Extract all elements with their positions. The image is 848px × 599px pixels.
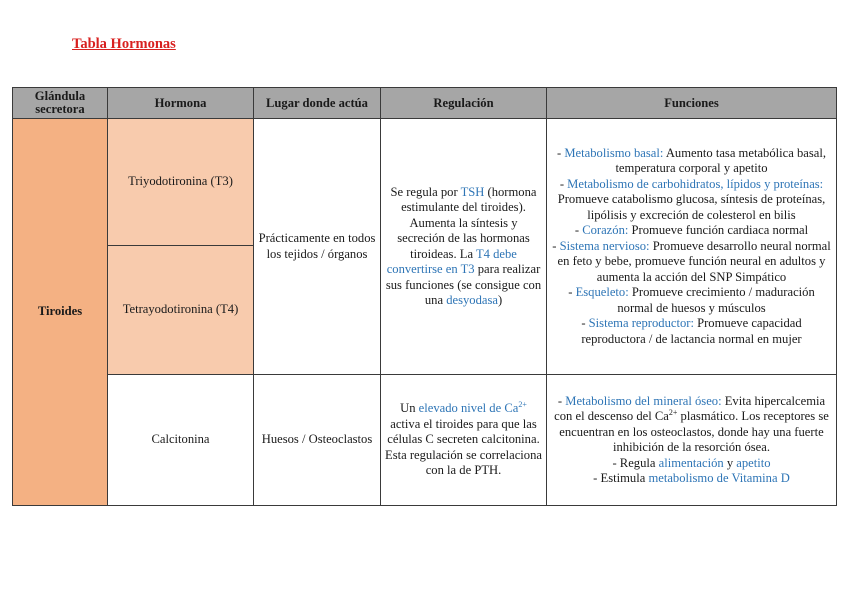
hormone-t4: Tetrayodotironina (T4) (108, 246, 254, 375)
function-text: - Regula (612, 455, 659, 470)
hormones-table (12, 87, 837, 506)
function-text: Aumento tasa metabólica basal, temperatura corporal y apetito (615, 145, 826, 176)
site-calcitonin: Huesos / Osteoclastos (254, 375, 381, 506)
table-row-t3 (13, 119, 837, 246)
reg-text-1: Se regula por (390, 184, 461, 199)
function-link[interactable]: Esqueleto: (575, 285, 629, 300)
function-text: Promueve capacidad reproductora / de lactancia normal en mujer (581, 316, 802, 346)
vitamin-d-link[interactable]: metabolismo de Vitamina D (648, 471, 790, 485)
function-text: Promueve catabolismo glucosa, síntesis de proteínas, lipólisis y excreción de colesterol en bilis (557, 192, 826, 222)
function-text: Promueve crecimiento / maduración normal de huesos y músculos (617, 285, 815, 315)
hormone-t3: Triyodotironina (T3) (108, 119, 254, 246)
reg-text-3: para realizar sus funciones (se consigue con una (385, 262, 542, 307)
function-text: Promueve desarrollo neural normal en feto y bebe, promueve función neural en adultos y aumenta la acción del SNP Simpático (557, 238, 831, 284)
reg-text: Un (400, 401, 419, 416)
header-hormone: Hormona (108, 88, 254, 119)
regulation-thyroid (381, 119, 547, 375)
function-link[interactable]: Sistema reproductor: (588, 316, 694, 331)
header-site: Lugar donde actúa (254, 88, 381, 119)
reg-text: activa el tiroides para que las células C secreten calcitonina. Esta regulación se correlaciona con la de PTH. (385, 416, 542, 478)
calcium-level-link[interactable] (419, 401, 527, 415)
alimentacion-link[interactable]: alimentación (658, 455, 724, 470)
tsh-link[interactable]: TSH (460, 184, 485, 199)
table-row-calcitonin (13, 375, 837, 506)
function-text: - Estimula (593, 471, 649, 485)
function-item (549, 471, 834, 487)
function-item: - Sistema nervioso: Promueve desarrollo neural normal en feto y bebe, promueve función neural en adultos y aumenta la acción del SNP Simpático (552, 238, 831, 284)
function-item: - Sistema reproductor: Promueve capacidad reproductora / de lactancia normal en mujer (581, 316, 802, 346)
function-link[interactable]: Sistema nervioso: (559, 238, 650, 253)
header-functions: Funciones (547, 88, 837, 119)
document-title: Tabla Hormonas (72, 36, 176, 52)
function-text: y (723, 455, 737, 470)
gland-cell: Tiroides (13, 119, 108, 506)
function-link[interactable]: Corazón: (582, 223, 629, 238)
header-regulation: Regulación (381, 88, 547, 119)
function-item: - Metabolismo basal: Aumento tasa metabólica basal, temperatura corporal y apetito (557, 145, 826, 176)
function-text: plasmático. Los receptores se encuentran en los osteoclastos, donde hay una fuerte inhibición de la resorción ósea. (559, 409, 829, 454)
site-thyroid: Prácticamente en todos los tejidos / órganos (254, 119, 381, 375)
function-text: Evita hipercalcemia con el descenso del Ca (554, 393, 826, 423)
function-text: Promueve función cardiaca normal (628, 223, 809, 238)
calcium-link-text: elevado nivel de Ca (418, 401, 519, 416)
function-link[interactable]: Metabolismo basal: (564, 145, 664, 160)
function-item: - Corazón: Promueve función cardiaca normal (574, 223, 809, 238)
calcium-superscript: 2+ (668, 407, 678, 417)
reg-text-4: ) (497, 293, 503, 307)
calcium-superscript: 2+ (518, 400, 527, 410)
table-header-row (13, 88, 837, 119)
reg-text-2: (hormona estimulante del tiroides). Aumenta la síntesis y secreción de las hormonas tiroideas. La (397, 184, 537, 261)
t4-conversion-link[interactable]: T4 debe convertirse en T3 (386, 246, 517, 276)
function-item: - Esqueleto: Promueve crecimiento / maduración normal de huesos y músculos (568, 285, 815, 315)
apetito-link[interactable]: apetito (736, 455, 771, 470)
functions-thyroid (547, 119, 837, 375)
desyodasa-link[interactable]: desyodasa (446, 293, 498, 307)
functions-calcitonin (547, 375, 837, 506)
hormone-calcitonin: Calcitonina (108, 375, 254, 506)
function-item: - Metabolismo de carbohidratos, lípidos y proteínas: Promueve catabolismo glucosa, síntesis de proteínas, lipólisis y excreción de colesterol en bilis (557, 176, 826, 222)
function-link[interactable]: Metabolismo del mineral óseo: (565, 393, 722, 408)
regulation-calcitonin (381, 375, 547, 506)
function-item (549, 456, 834, 472)
function-item: - Metabolismo del mineral óseo: Evita hipercalcemia con el descenso del $Ca^{2+}$ plasmático. Los receptores se encuentran en los osteoclastos, donde hay una fuerte inhibición de la resorción ósea. (554, 393, 829, 454)
function-link[interactable]: Metabolismo de carbohidratos, lípidos y proteínas: (567, 176, 824, 191)
header-gland: Glándula secretora (13, 88, 108, 119)
